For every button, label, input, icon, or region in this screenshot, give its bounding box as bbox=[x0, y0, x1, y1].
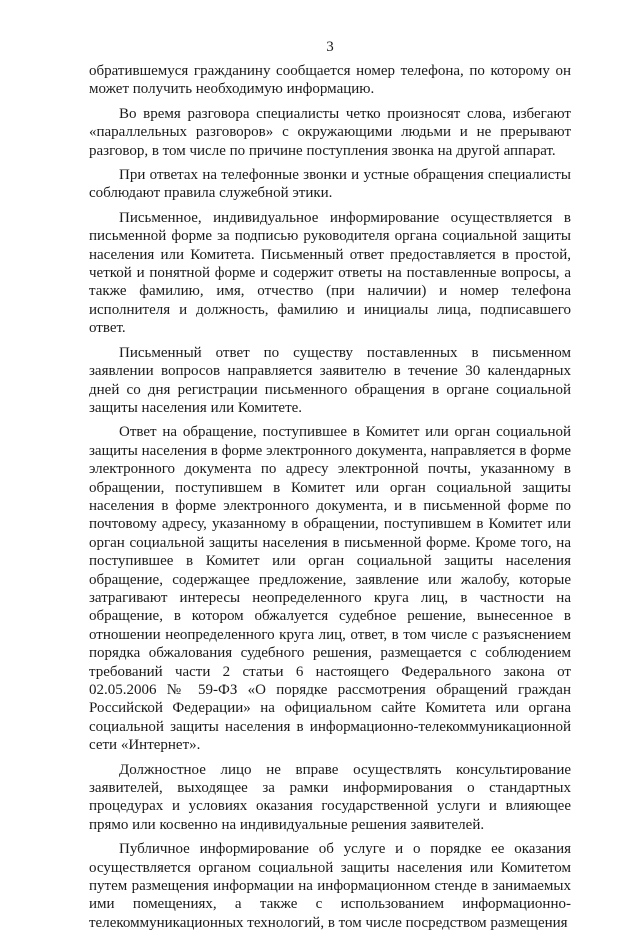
paragraph: При ответах на телефонные звонки и устные обращения специалисты соблюдают правила служебной этики. bbox=[89, 167, 571, 202]
paragraph: Письменное, индивидуальное информирование осуществляется в письменной форме за подписью руководителя органа социальной защиты населения или Комитета. Письменный ответ предоставляется в простой, четкой и понятной форме и содержит ответы на поставленные вопросы, а также фамилию, имя, отчество (при наличии) и номер телефона исполнителя и должность, фамилию и инициалы лица, подписавшего ответ. bbox=[89, 209, 571, 337]
paragraph: Должностное лицо не вправе осуществлять консультирование заявителей, выходящее за рамки информирования о стандартных процедурах и условиях оказания государственной услуги и влияющее прямо или косвенно на индивидуальные решения заявителей. bbox=[89, 761, 571, 833]
page-number: 3 bbox=[326, 39, 334, 55]
paragraph: Письменный ответ по существу поставленных в письменном заявлении вопросов направляется заявителю в течение 30 календарных дней со дня регистрации письменного обращения в органе социальной защиты населения или Комитете. bbox=[89, 344, 571, 416]
paragraph: обратившемуся гражданину сообщается номер телефона, по которому он может получить необходимую информацию. bbox=[89, 63, 571, 98]
paragraph: Во время разговора специалисты четко произносят слова, избегают «параллельных разговоров» с окружающими людьми и не прерывают разговор, в том числе по причине поступления звонка на другой аппарат. bbox=[89, 105, 571, 159]
paragraph: Ответ на обращение, поступившее в Комитет или орган социальной защиты населения в форме электронного документа, направляется в форме электронного документа по адресу электронной почты, указанному в обращении, поступившем в Комитет или орган социальной защиты населения в форме электронного документа, и в письменной форме по почтовому адресу, указанному в обращении, поступившем в Комитет или орган социальной защиты населения в письменной форме. Кроме того, на поступившее в Комитет или орган социальной защиты населения обращение, содержащее предложение, заявление или жалобу, которые затрагивают интересы неопределенного круга лиц, в частности на обращение, в котором обжалуется судебное решение, вынесенное в отношении неопределенного круга лиц, ответ, в том числе с разъяснением порядка обжалования судебного решения, размещается с соблюдением требований части 2 статьи 6 настоящего Федерального закона от 02.05.2006 № 59-ФЗ «О порядке рассмотрения обращений граждан Российской Федерации» на официальном сайте Комитета или органа социальной защиты населения в информационно-телекоммуникационной сети «Интернет». bbox=[89, 424, 571, 754]
paragraph: Публичное информирование об услуге и о порядке ее оказания осуществляется органом социальной защиты населения или Комитетом путем размещения информации на информационном стенде в занимаемых ими помещениях, а также с использованием информационно-телекоммуникационных технологий, в том числе посредством размещения bbox=[89, 841, 571, 931]
